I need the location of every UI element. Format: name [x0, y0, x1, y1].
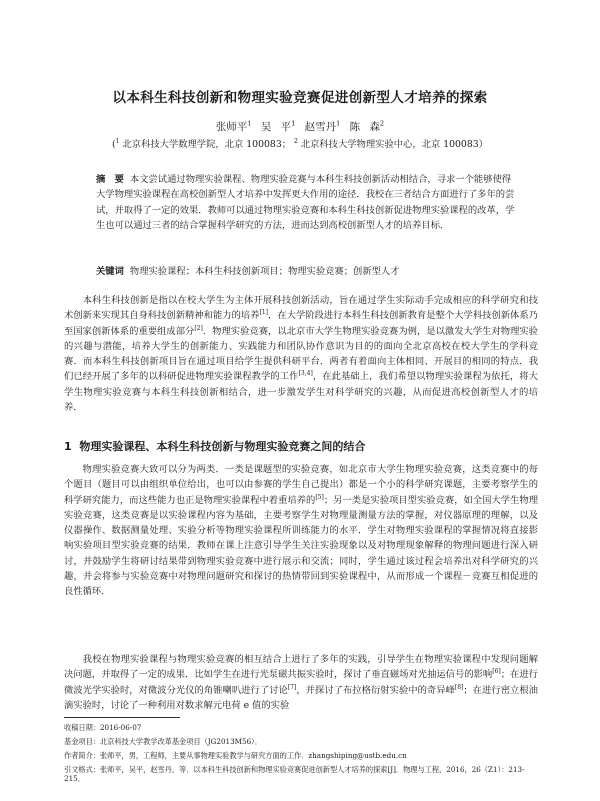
footnote-citation: 引文格式：张师平，吴平，赵雪丹，等．以本科生科技创新和物理实验竞赛促进创新型人才培养的探索[J]．物理与工程，2016，26（Z1）：213-215． [64, 765, 525, 783]
intro-paragraph [64, 293, 538, 415]
abstract-text: 本文尝试通过物理实验课程、物理实验竞赛与本科生科技创新活动相结合，寻求一个能够使得大学物理实验课程在高校创新型人才培养中发挥更大作用的途径．我校在三者结合方面进行了多年的尝试，并取得了一定的效果．教师可以通过物理实验竞赛和本科生科技创新促进物理实验课程的改革，学生也可以通过三者的结合掌握科学研究的方法，进而达到高校创新型人才的培养目标． [96, 174, 515, 231]
footnote-fund: 基金项目：北京科技大学教学改革基金项目（JG2013M56）． [64, 737, 262, 746]
author-name: 吴 平 [260, 121, 292, 133]
citation-mark: [2] [194, 324, 203, 332]
footnote-received: 收稿日期：2016-06-07 [64, 723, 142, 732]
author-name: 陈 森 [349, 121, 380, 133]
text-run: ．在大学阶段进行本科生科技创新教育是整个大学科技创新体系乃至国家创新体系的重要组成部分 [64, 310, 538, 337]
author-list [0, 119, 600, 134]
text-run: ；在进行微波光学实验时，对微波分光仪的角锥喇叭进行了讨论 [64, 669, 538, 696]
affiliation-2: 北京科技大学物理实验中心，北京 100083） [297, 139, 488, 150]
abstract [96, 172, 520, 233]
text-run: ，并探讨了布拉格衍射实验中的奇异峰 [296, 684, 455, 696]
body-paragraph [64, 652, 538, 713]
text-run: 物理实验竞赛大致可以分为两类．一类是课题型的实验竞赛，如北京市大学生物理实验竞赛，这类竞赛中的每个题目（题目可以由组织单位给出，也可以由参赛的学生自己提出）都是一个小的科学研究课题，主要考察学生的科学研究能力，而这些能力也正是物理实验课程中着重培养的 [64, 464, 538, 506]
section-heading [64, 438, 538, 454]
text-run: 我校在物理实验课程与物理实验竞赛的相互结合上进行了多年的实践，引导学生在物理实验课程中发现问题解决问题，并取得了一定的成果．比如学生在进行光泵磁共振实验时，探讨了垂直磁场对光抽运信号的影响 [64, 654, 538, 681]
section-number: 1 [64, 440, 72, 453]
citation-mark: [5] [315, 493, 324, 501]
keywords [96, 263, 520, 277]
text-run: ．物理实验竞赛，以北京市大学生物理实验竞赛为例，是以激发大学生对物理实验的兴趣与潜能，培养大学生的创新能力、实践能力和团队协作意识为目的的面向全北京高校在校大学生的学科竞赛．而本科生科技创新项目旨在通过项目给学生提供科研平台．两者有着面向主体相同、开展目的相同的特点．我们已经开展了多年的以科研促进物理实验课程教学的工作 [64, 325, 538, 383]
affil-mark: 2 [294, 137, 298, 145]
author-name: 赵雪丹 [304, 121, 337, 133]
text-run: ；在进行密立根油滴实验时，讨论了一种利用对数求解元电荷 e 值的实验 [64, 684, 538, 711]
abstract-label: 摘 要 [96, 174, 124, 185]
affil-mark: 1 [115, 137, 120, 145]
author-affil-mark: 1 [291, 119, 296, 128]
citation-mark: [3,4] [298, 370, 313, 378]
text-run: ；另一类是实验项目型实验竞赛，如全国大学生物理实验竞赛，这类竞赛是以实验课程内容为基础，主要考察学生对物理量测量方法的掌握，对仪器原理的理解，以及仪器操作、数据测量处理、实验分析等物理实验课程所训练能力的水平．学生对物理实验课程的掌握情况将直接影响实验项目型实验竞赛的结果．教师在课上注意引导学生关注实验现象以及对物理现象解释的物理问题进行深入研讨，并鼓励学生将研讨结果带到物理实验竞赛中进行展示和交流；同时，学生通过该过程会培养出对科学研究的兴趣，并会将参与实验竞赛中对物理问题研究和探讨的热情带回到实验课程中，从而形成一个课程－竞赛互相促进的良性循环． [64, 494, 538, 598]
keywords-label: 关键词 [96, 266, 124, 277]
citation-mark: [7] [287, 683, 297, 691]
footnote-divider [64, 717, 180, 718]
author-affil-mark: 2 [380, 119, 385, 128]
citation-mark: [6] [492, 668, 501, 676]
affiliations [0, 136, 600, 150]
text-run: 本科生科技创新是指以在校大学生为主体开展科技创新活动，旨在通过学生实际动手完成相应的科学研究和技术创新来实现其自身科技创新精神和能力的培养 [64, 295, 538, 322]
citation-mark: [8] [454, 683, 464, 691]
affiliation-1: 北京科技大学数理学院，北京 100083； [119, 139, 292, 150]
affil-open-paren: ( [112, 139, 116, 150]
paper-title: 以本科生科技创新和物理实验竞赛促进创新型人才培养的探索 [112, 90, 488, 106]
keywords-text: 物理实验课程；本科生科技创新项目；物理实验竞赛；创新型人才 [129, 266, 400, 277]
footnote-author: 作者简介：张师平，男，工程师，主要从事物理实验教学与研究方面的工作．zhangshiping@ustb.edu.cn [64, 751, 407, 760]
author-affil-mark: 1 [336, 119, 341, 128]
author-affil-mark: 1 [247, 119, 252, 128]
citation-mark: [1] [259, 309, 268, 317]
section-title: 物理实验课程、本科生科技创新与物理实验竞赛之间的结合 [79, 440, 366, 453]
body-paragraph [64, 462, 538, 600]
author-name: 张师平 [215, 121, 248, 133]
text-run: ，在此基础上，我们希望以物理实验课程为依托，将大学生物理实验竞赛与本科生科技创新相结合，进一步激发学生对科学研究的兴趣，从而促进高校创新型人才的培养． [64, 371, 538, 414]
